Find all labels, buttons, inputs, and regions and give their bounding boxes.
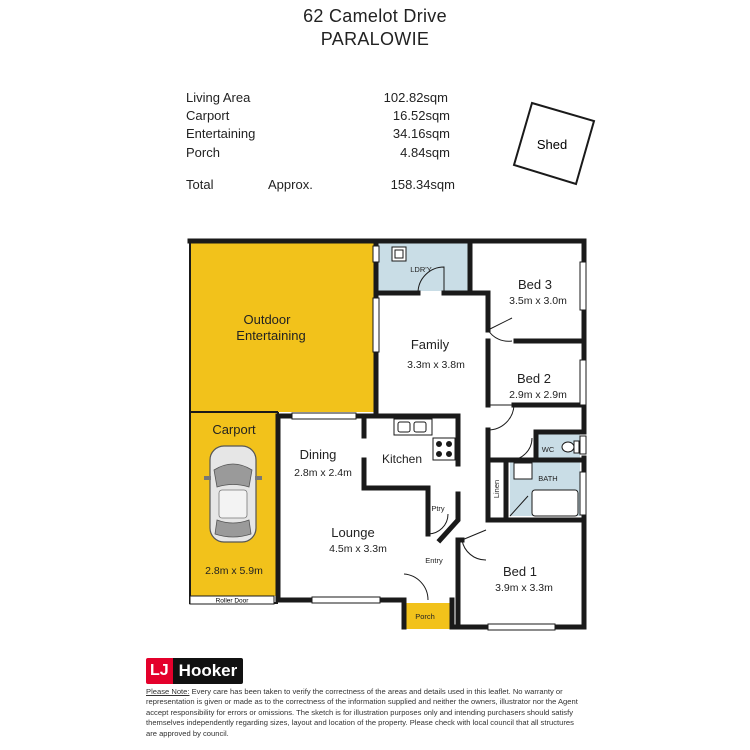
roller-door-label: Roller Door bbox=[215, 597, 249, 605]
address-street: 62 Camelot Drive bbox=[303, 6, 447, 26]
disclaimer-lead: Please Note: bbox=[146, 687, 190, 696]
area-value-porch: 4.84sqm bbox=[400, 145, 450, 160]
area-value-carport: 16.52sqm bbox=[392, 108, 450, 123]
lounge-label: Lounge bbox=[331, 525, 375, 540]
bath-label: BATH bbox=[538, 474, 558, 483]
entry-label: Entry bbox=[425, 556, 443, 565]
outdoor-label-line2: Entertaining bbox=[236, 328, 306, 343]
porch-label: Porch bbox=[415, 612, 435, 621]
bathtub-icon bbox=[532, 490, 578, 516]
car-icon bbox=[204, 446, 262, 542]
wc-label: WC bbox=[541, 445, 555, 454]
total-value: 158.34sqm bbox=[390, 177, 455, 192]
disclaimer bbox=[146, 687, 586, 739]
bed1-label: Bed 1 bbox=[503, 564, 537, 579]
bed2-dims: 2.9m x 2.9m bbox=[509, 389, 567, 401]
area-label-entertaining: Entertaining bbox=[186, 126, 256, 141]
area-label-carport: Carport bbox=[186, 108, 230, 123]
lounge-dims: 4.5m x 3.3m bbox=[329, 543, 387, 555]
total-approx: Approx. bbox=[268, 177, 313, 192]
area-value-entertaining: 34.16sqm bbox=[392, 126, 450, 141]
shed bbox=[514, 103, 594, 184]
carport-dims: 2.8m x 5.9m bbox=[205, 565, 263, 577]
vanity-icon bbox=[514, 463, 532, 479]
kitchen-label: Kitchen bbox=[381, 452, 423, 466]
total-label: Total bbox=[186, 177, 214, 192]
bed3-label: Bed 3 bbox=[518, 277, 552, 292]
area-label-living: Living Area bbox=[186, 90, 251, 105]
logo-name: Hooker bbox=[173, 658, 244, 684]
carport-label: Carport bbox=[212, 422, 256, 437]
dining-dims: 2.8m x 2.4m bbox=[294, 467, 352, 479]
laundry-label: LDR'Y bbox=[410, 265, 432, 274]
cooktop-icon bbox=[433, 438, 455, 460]
laundry-tub-icon bbox=[392, 247, 406, 261]
area-label-porch: Porch bbox=[186, 145, 220, 160]
logo-mark: LJ bbox=[146, 658, 173, 684]
bed2-label: Bed 2 bbox=[517, 371, 551, 386]
family-dims: 3.3m x 3.8m bbox=[407, 359, 465, 371]
bed1-dims: 3.9m x 3.3m bbox=[495, 582, 553, 594]
pantry-label: Ptry bbox=[431, 504, 445, 513]
family-label: Family bbox=[410, 337, 450, 352]
bed3-dims: 3.5m x 3.0m bbox=[509, 295, 567, 307]
dining-label: Dining bbox=[299, 447, 337, 462]
lj-hooker-logo bbox=[146, 658, 243, 684]
toilet-icon bbox=[562, 442, 574, 452]
linen-label: Linen bbox=[492, 479, 501, 499]
area-value-living: 102.82sqm bbox=[383, 90, 448, 105]
shed-label: Shed bbox=[536, 137, 568, 152]
disclaimer-text: Every care has been taken to verify the correctness of the areas and details used in this leaflet. No warranty or representation is given or made as to the correctness of the information supplied and neither the owners, illustrator nor the Agent accept responsibility for errors or omissions. The sketch is for illustration purposes only and intending purchasers should satisfy themselves independently regarding sizes, layout and location of the property. Please check with local council that all structures are approved by council. bbox=[146, 687, 578, 738]
outdoor-label-line1: Outdoor bbox=[243, 312, 291, 327]
address-suburb: PARALOWIE bbox=[320, 29, 430, 49]
